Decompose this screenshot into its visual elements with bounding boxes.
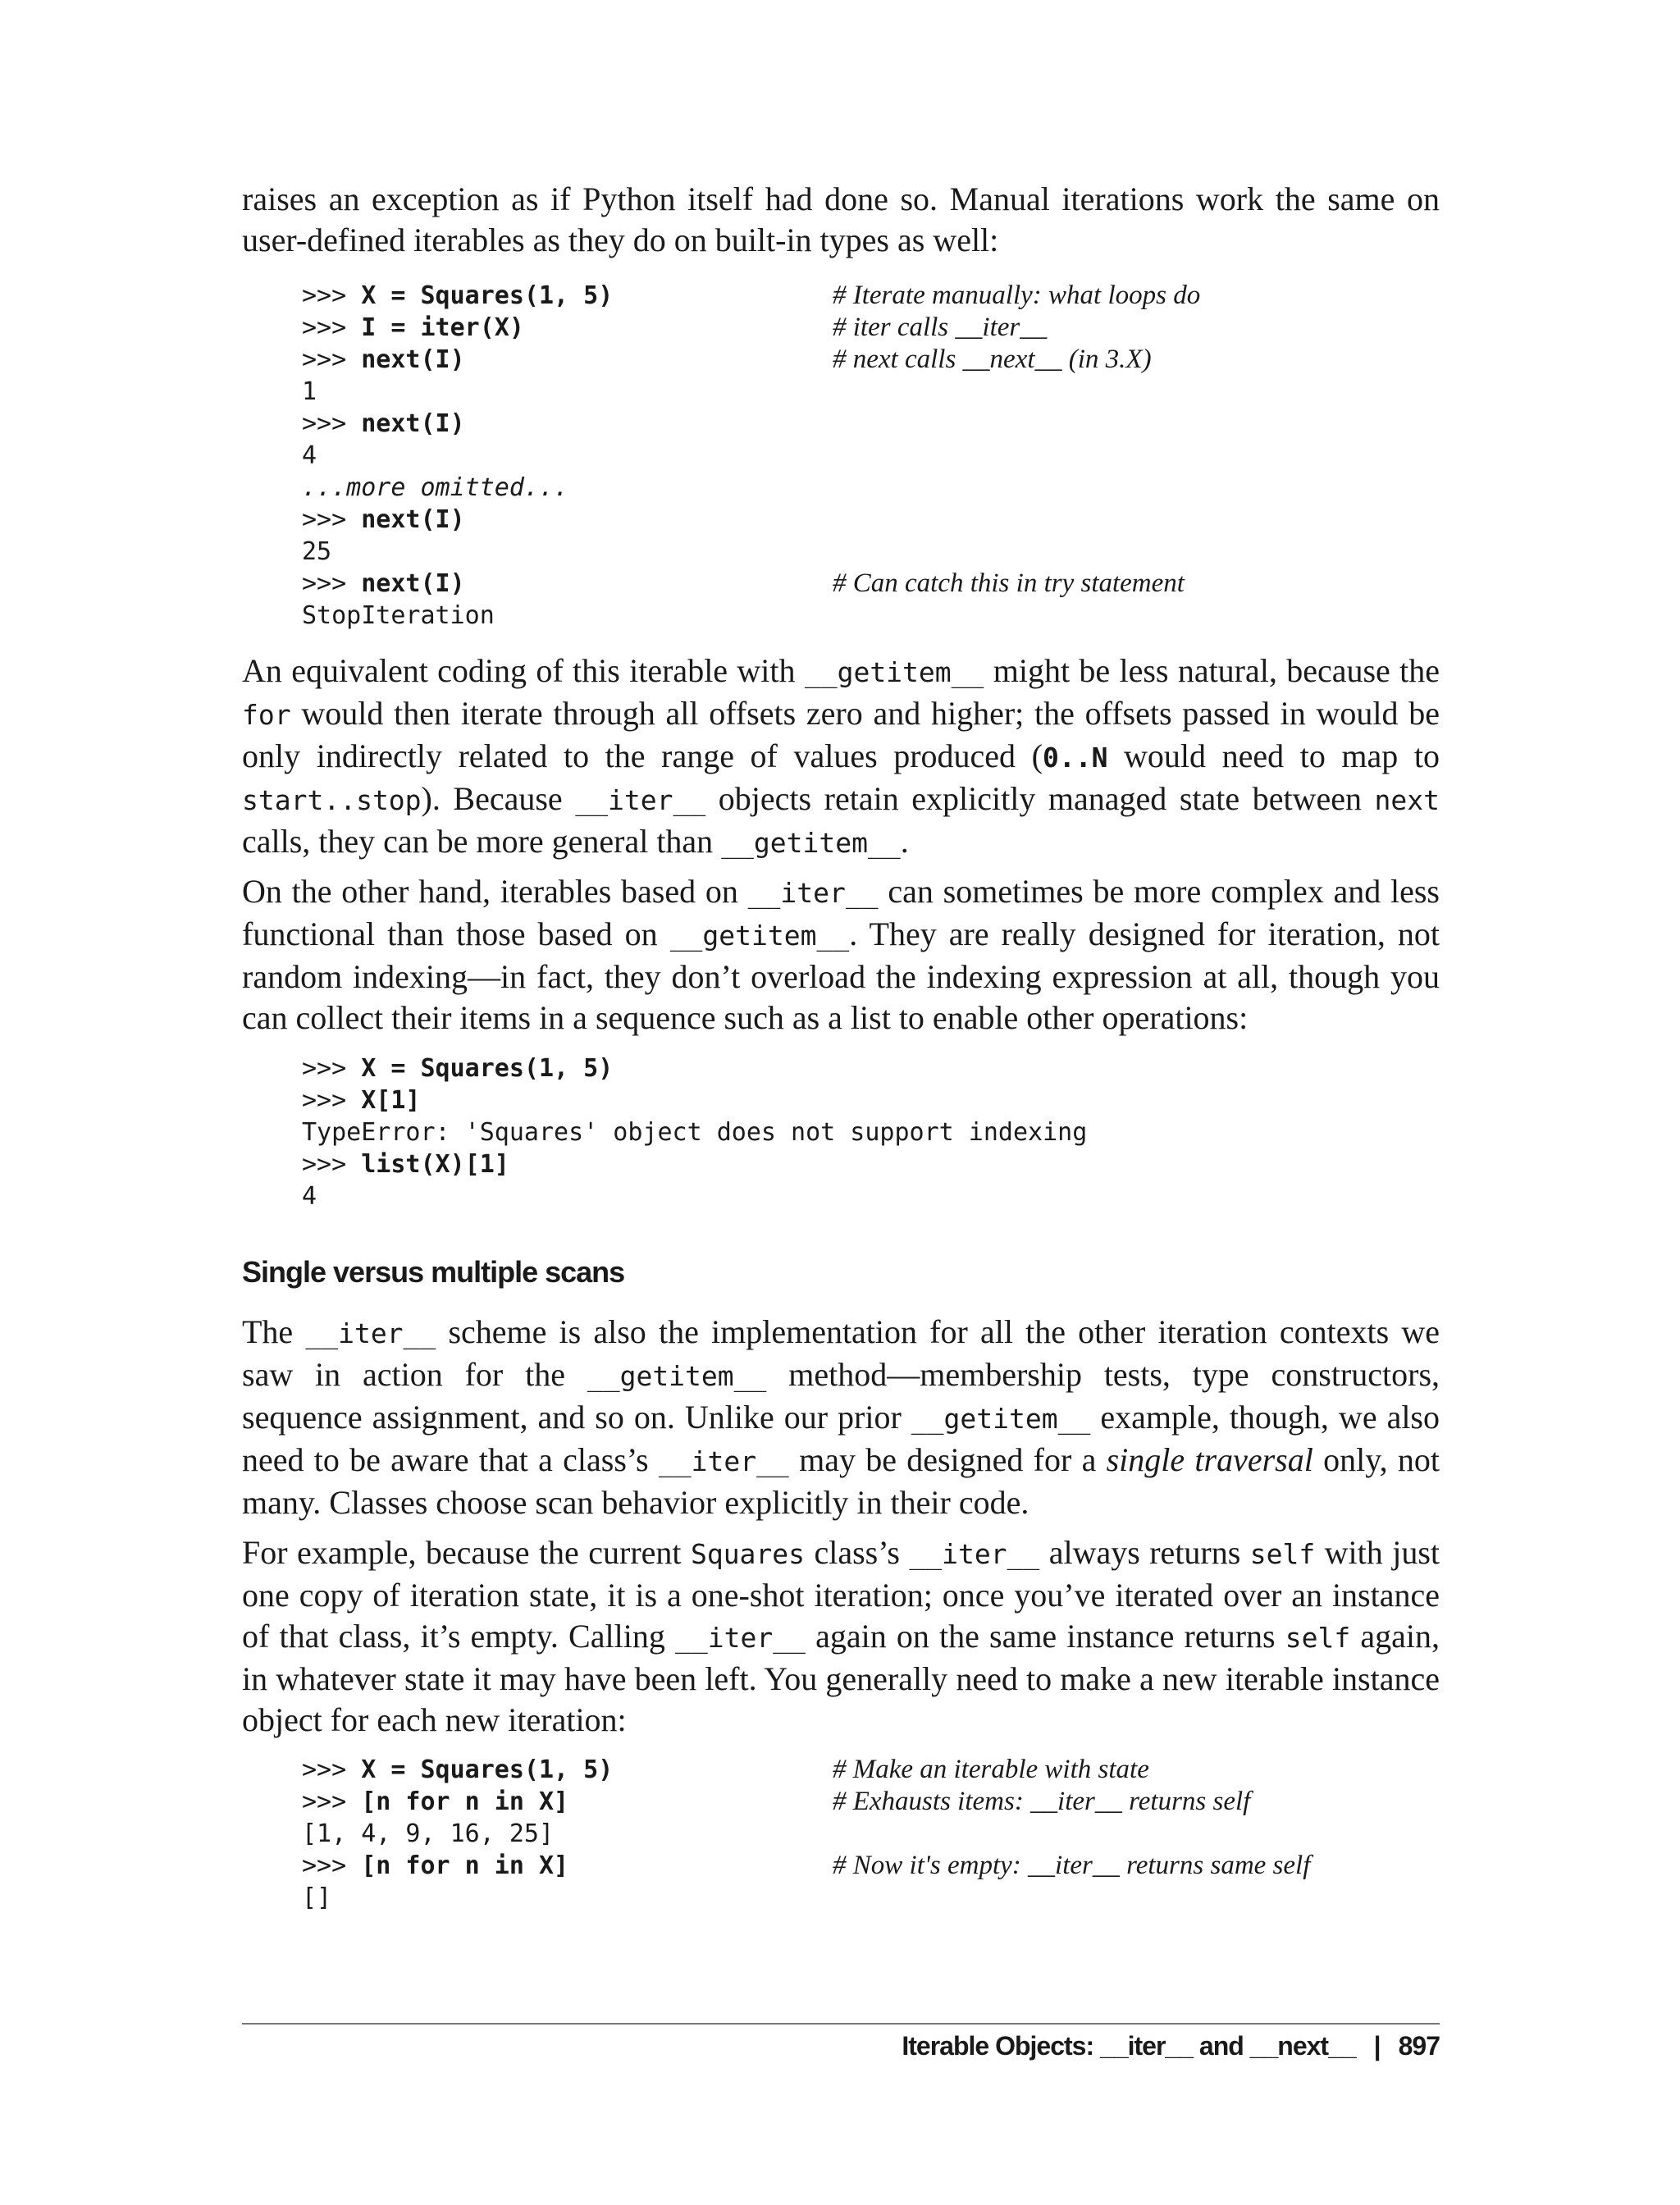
text: objects retain explicitly managed state between (705, 780, 1375, 817)
inline-code: __getitem__ (669, 920, 850, 952)
inline-code: __iter__ (674, 1622, 806, 1654)
code-output: 25 (302, 537, 332, 566)
text: raises an exception as if Python itself had done so. Manual iterations work the same on user-defined iterables as they do on built-in types as well: (242, 180, 1440, 258)
code-line (302, 280, 1201, 312)
text: again on the same instance returns (805, 1618, 1285, 1655)
code-command: X = Squares(1, 5) (361, 1054, 614, 1083)
inline-code: 0..N (1042, 742, 1108, 774)
code-output: 1 (302, 377, 317, 406)
code-line (302, 568, 1185, 600)
code-block-manual-iteration (302, 280, 1201, 632)
code-line (302, 1754, 1149, 1786)
code-output: 4 (302, 441, 317, 470)
paragraph-iter-limitations (242, 871, 1440, 1039)
code-command: I = iter(X) (361, 313, 524, 342)
inline-code: Squares (690, 1538, 806, 1570)
code-command: next(I) (361, 409, 465, 438)
inline-code: __getitem__ (911, 1403, 1091, 1435)
code-line (302, 1148, 1087, 1180)
code-output: TypeError: 'Squares' object does not support indexing (302, 1118, 1088, 1147)
prompt: >>> (302, 505, 362, 534)
prompt: >>> (302, 569, 362, 598)
emphasis: single traversal (1106, 1441, 1313, 1478)
text: would then iterate through all offsets zero and higher; the offsets passed in would be only indirectly related to the range of values produced ( (242, 695, 1440, 774)
text: On the other hand, iterables based on (242, 873, 748, 910)
code-command: X = Squares(1, 5) (361, 281, 614, 310)
text: might be less natural, because the (984, 652, 1440, 689)
page-footer (902, 2031, 1440, 2061)
code-block-one-shot (302, 1754, 1311, 1914)
page-number: 897 (1398, 2031, 1440, 2061)
prompt: >>> (302, 409, 362, 438)
code-line (302, 1882, 613, 1914)
code-block-indexing (302, 1052, 1087, 1212)
inline-code: __iter__ (575, 784, 706, 816)
text: calls, they can be more general than (242, 823, 722, 860)
code-comment: # next calls __next__ (in 3.X) (833, 345, 1152, 374)
code-comment: # Exhausts items: __iter__ returns self (833, 1787, 1251, 1816)
code-output: StopIteration (302, 601, 495, 630)
inline-code: __iter__ (909, 1538, 1040, 1570)
text: An equivalent coding of this iterable with (242, 652, 805, 689)
code-line (302, 312, 1048, 344)
code-comment: # Now it's empty: __iter__ returns same self (833, 1851, 1311, 1880)
inline-code: next (1374, 784, 1440, 816)
prompt: >>> (302, 1150, 362, 1179)
code-line (302, 1818, 613, 1850)
text: scheme is also the implementation for all the other iteration contexts we saw in action for the (242, 1313, 1440, 1393)
text: For example, because the current (242, 1534, 691, 1571)
text: only, not many. Classes choose scan behavior explicitly in their code. (242, 1441, 1440, 1521)
text: . (900, 823, 909, 860)
code-command: X[1] (361, 1086, 421, 1115)
text: The (242, 1313, 306, 1350)
inline-code: self (1249, 1538, 1316, 1570)
prompt: >>> (302, 345, 362, 374)
inline-code: for (242, 699, 291, 731)
text: ). Because (421, 780, 576, 817)
prompt: >>> (302, 313, 362, 342)
prompt: >>> (302, 1086, 362, 1115)
prompt: >>> (302, 281, 362, 310)
inline-code: __iter__ (305, 1317, 436, 1349)
code-line (302, 408, 613, 440)
section-heading: Single versus multiple scans (242, 1255, 625, 1289)
prompt: >>> (302, 1851, 362, 1880)
code-command: X = Squares(1, 5) (361, 1755, 614, 1784)
prompt: >>> (302, 1755, 362, 1784)
paragraph-one-shot-iteration (242, 1532, 1440, 1741)
inline-code: __getitem__ (721, 827, 901, 859)
code-comment: # Make an iterable with state (833, 1755, 1149, 1784)
text: with just one copy of iteration state, it is a one-shot iteration; once you’ve iterated over an instance of that class, it’s empty. Calling (242, 1534, 1440, 1655)
code-output: [] (302, 1883, 332, 1912)
footer-separator: | (1373, 2031, 1381, 2061)
text: method—membership tests, type constructors, sequence assignment, and so on. Unlike our prior (242, 1356, 1440, 1436)
code-line (302, 472, 613, 504)
code-command: next(I) (361, 345, 465, 374)
code-line (302, 344, 1152, 376)
text: always returns (1039, 1534, 1250, 1571)
code-line (302, 1052, 1087, 1084)
text: example, though, we also need to be aware that a class’s (242, 1399, 1440, 1478)
code-line (302, 1084, 1087, 1116)
paragraph-intro (242, 179, 1440, 261)
code-line (302, 600, 613, 632)
code-line (302, 440, 613, 472)
code-output: 4 (302, 1182, 317, 1211)
running-footer-title: Iterable Objects: __iter__ and __next__ (902, 2031, 1356, 2061)
code-omission: ...more omitted... (302, 473, 569, 502)
code-command: list(X)[1] (361, 1150, 509, 1179)
text: would need to map to (1107, 737, 1440, 774)
prompt: >>> (302, 1787, 362, 1816)
code-command: next(I) (361, 505, 465, 534)
code-line (302, 536, 613, 568)
code-command: [n for n in X] (361, 1787, 569, 1816)
code-comment: # Can catch this in try statement (833, 568, 1185, 598)
inline-code: __getitem__ (587, 1360, 767, 1392)
code-command: next(I) (361, 569, 465, 598)
footer-divider (242, 2023, 1440, 2025)
code-command: [n for n in X] (361, 1851, 569, 1880)
code-line (302, 1850, 1311, 1882)
inline-code: __iter__ (658, 1445, 789, 1477)
code-comment: # iter calls __iter__ (833, 313, 1048, 342)
code-line (302, 504, 613, 536)
text: can sometimes be more complex and less functional than those based on (242, 873, 1440, 952)
code-line (302, 376, 613, 408)
code-line (302, 1116, 1087, 1148)
prompt: >>> (302, 1054, 362, 1083)
paragraph-getitem-comparison (242, 651, 1440, 864)
text: class’s (805, 1534, 910, 1571)
code-line (302, 1180, 1087, 1212)
inline-code: __getitem__ (804, 656, 984, 688)
text: . They are really designed for iteration, not random indexing—in fact, they don’t overload the indexing expression at all, though you can collect their items in a sequence such as a list to enable other operations: (242, 915, 1440, 1036)
inline-code: start..stop (242, 784, 422, 816)
paragraph-scan-behavior (242, 1312, 1440, 1523)
text: may be designed for a (788, 1441, 1107, 1478)
inline-code: __iter__ (747, 877, 879, 909)
text: again, in whatever state it may have been left. You generally need to make a new iterable instance object for each new iteration: (242, 1618, 1440, 1738)
code-output: [1, 4, 9, 16, 25] (302, 1819, 555, 1848)
code-line (302, 1786, 1251, 1818)
code-comment: # Iterate manually: what loops do (833, 281, 1201, 310)
inline-code: self (1285, 1622, 1351, 1654)
